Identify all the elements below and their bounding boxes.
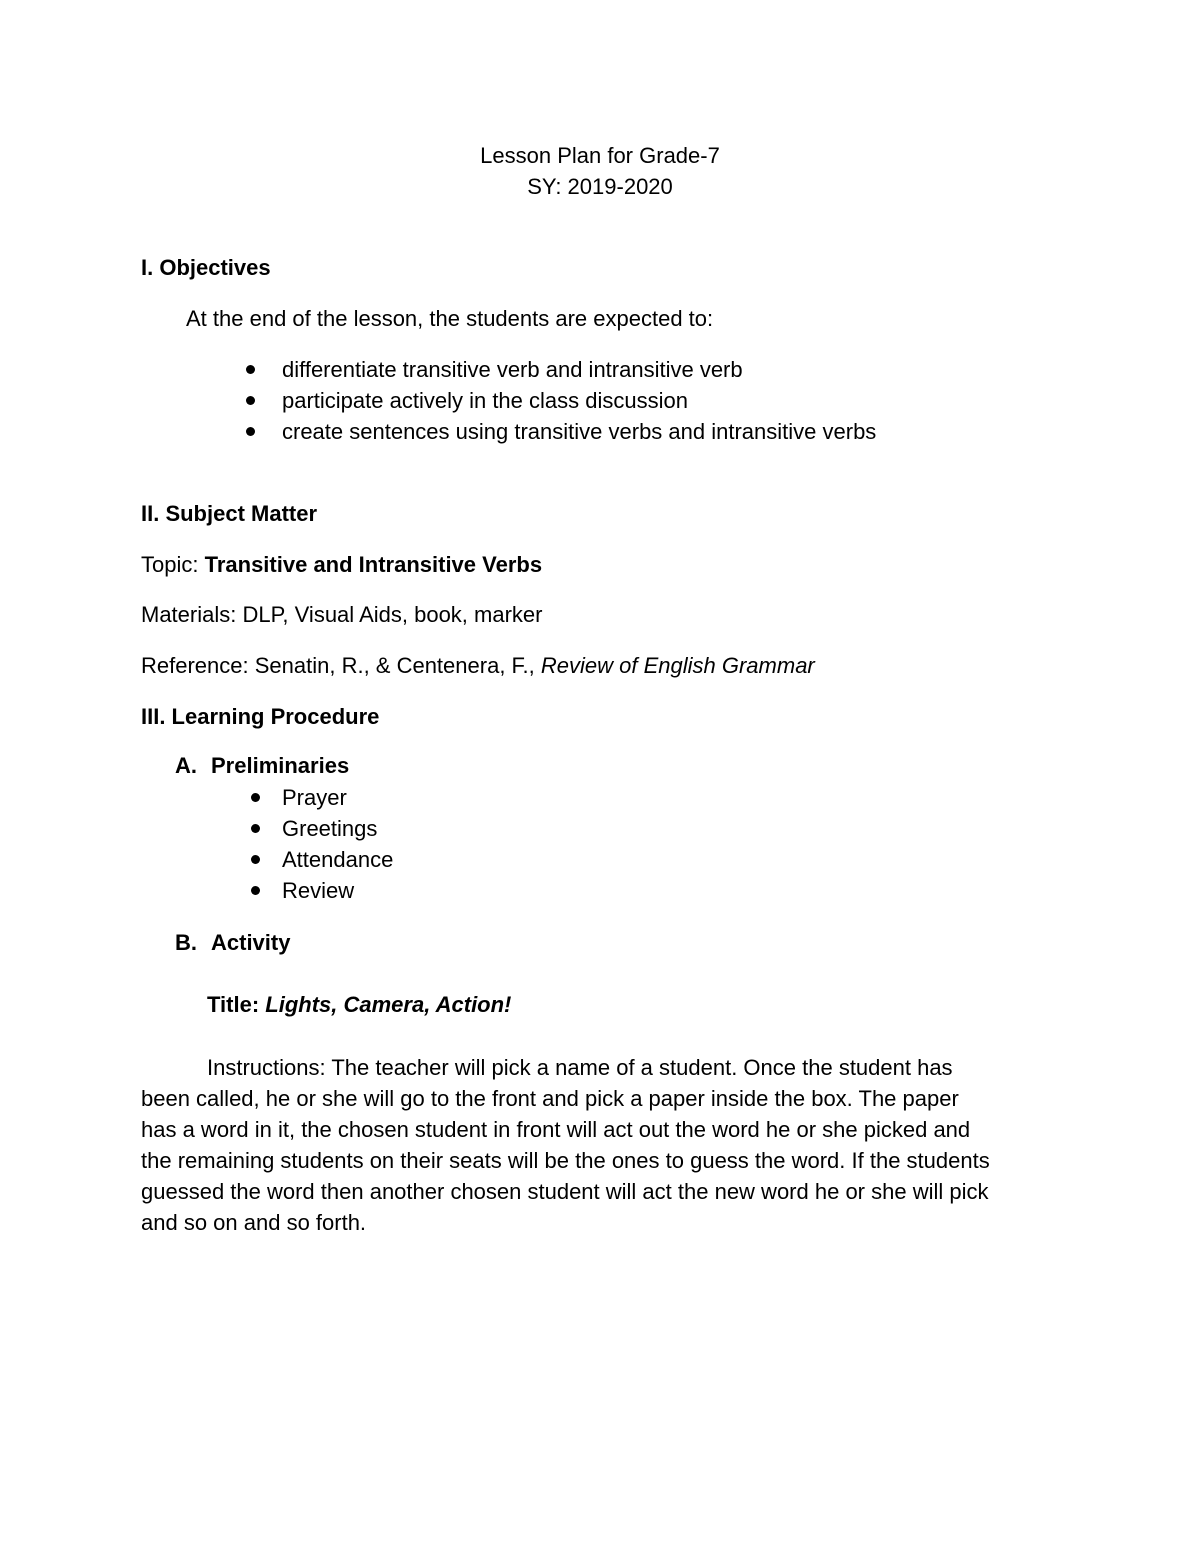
bullet-icon (251, 824, 260, 833)
reference-title: Review of English Grammar (540, 653, 815, 678)
topic-value: Transitive and Intransitive Verbs (204, 552, 543, 577)
reference-label: Reference: Senatin, R., & Centenera, F., (141, 653, 535, 678)
instructions-line: the remaining students on their seats will be the ones to guess the word. If the students (141, 1148, 990, 1173)
instructions-line: and so on and so forth. (141, 1210, 367, 1235)
bullet-icon (246, 396, 255, 405)
activity-heading: Activity (211, 930, 291, 955)
learning-procedure-heading: III. Learning Procedure (141, 704, 380, 729)
instructions-line: been called, he or she will go to the front and pick a paper inside the box. The paper (141, 1086, 959, 1111)
activity-title-value: Lights, Camera, Action! (265, 992, 512, 1017)
bullet-icon (246, 365, 255, 374)
topic-label: Topic: (141, 552, 199, 577)
bullet-icon (251, 886, 260, 895)
materials-line: Materials: DLP, Visual Aids, book, marker (141, 602, 543, 627)
objective-item: create sentences using transitive verbs and intransitive verbs (282, 419, 877, 444)
instructions-line: has a word in it, the chosen student in front will act out the word he or she picked and (141, 1117, 971, 1142)
activity-instructions (141, 1052, 1056, 1238)
document-title: Lesson Plan for Grade-7 (480, 143, 720, 168)
preliminary-item: Attendance (282, 847, 394, 872)
instructions-line: Instructions: The teacher will pick a name of a student. Once the student has (207, 1055, 953, 1080)
preliminary-item: Prayer (282, 785, 347, 810)
reference-line (141, 650, 815, 681)
bullet-icon (251, 855, 260, 864)
preliminary-item: Review (282, 878, 355, 903)
instructions-line: guessed the word then another chosen student will act the new word he or she will pick (141, 1179, 989, 1204)
preliminaries-heading: Preliminaries (211, 753, 350, 778)
bullet-icon (246, 427, 255, 436)
bullet-icon (251, 793, 260, 802)
activity-title-line (207, 989, 511, 1020)
activity-title-label: Title: (207, 992, 260, 1017)
objectives-intro: At the end of the lesson, the students are expected to: (186, 306, 714, 331)
subject-matter-heading: II. Subject Matter (141, 501, 318, 526)
objectives-heading: I. Objectives (141, 255, 271, 280)
school-year: SY: 2019-2020 (527, 174, 673, 199)
activity-marker: B. (175, 930, 197, 955)
topic-line (141, 549, 542, 580)
preliminary-item: Greetings (282, 816, 378, 841)
objective-item: participate actively in the class discussion (282, 388, 688, 413)
preliminaries-marker: A. (175, 753, 197, 778)
objective-item: differentiate transitive verb and intransitive verb (282, 357, 743, 382)
